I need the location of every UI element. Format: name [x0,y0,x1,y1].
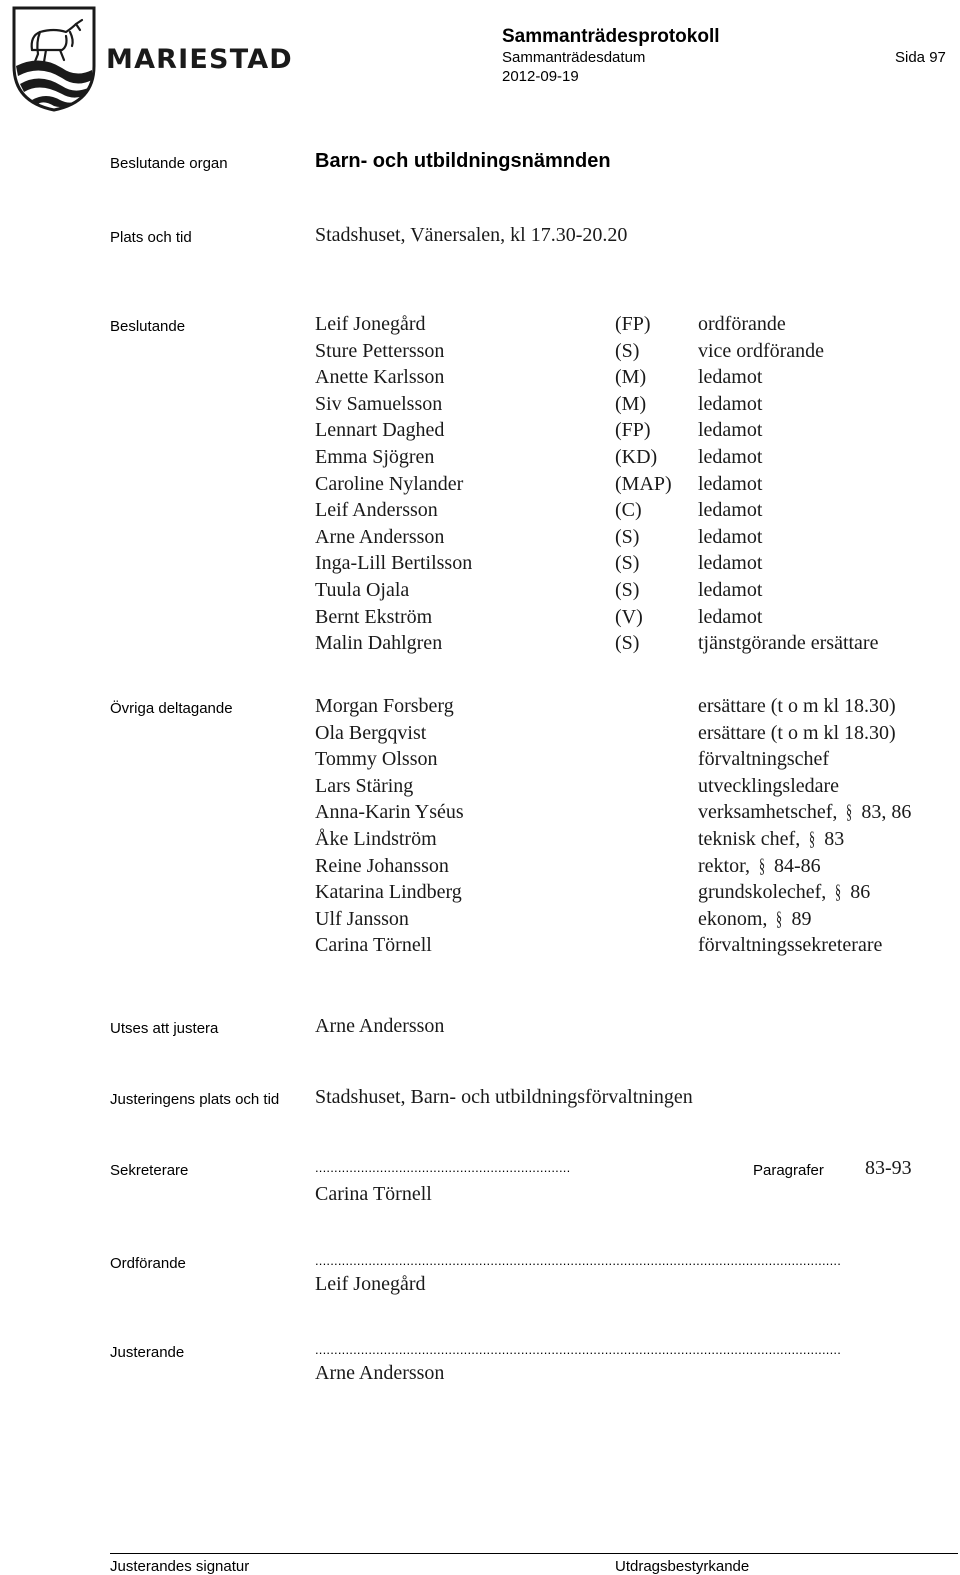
member-row: Caroline Nylander (MAP) ledamot [315,472,763,495]
beslutande-organ-label: Beslutande organ [110,155,228,172]
paragraph-sign-icon: § [835,881,842,904]
justeringens-value: Stadshuset, Barn- och utbildningsförvaltningen [315,1086,693,1108]
participant-row: Carina Törnell förvaltningssekreterare [315,934,883,957]
paragraph-sign-icon: § [846,801,853,824]
member-row: Siv Samuelsson (M) ledamot [315,392,763,415]
paragrafer-label: Paragrafer [753,1162,824,1179]
participant-row: Morgan Forsberg ersättare (t o m kl 18.30) [315,695,896,717]
sekreterare-label: Sekreterare [110,1162,189,1179]
svg-text:MARIESTAD: MARIESTAD [106,44,293,75]
member-row: Arne Andersson (S) ledamot [315,525,763,548]
ordforande-signature-line: .......................................................................................................................................... [315,1253,842,1268]
member-row: Emma Sjögren (KD) ledamot [315,446,763,468]
participant-row: Lars Stäring utvecklingsledare [315,774,840,797]
member-row: Inga-Lill Bertilsson (S) ledamot [315,552,763,575]
justerande-label: Justerande [110,1344,185,1361]
participant-row: Reine Johansson rektor, § 84-86 [315,854,821,877]
justeringens-label: Justeringens plats och tid [110,1091,280,1108]
beslutande-organ-value: Barn- och utbildningsnämnden [315,150,611,172]
participant-row: Ulf Jansson ekonom, § 89 [315,907,812,930]
meeting-date-label: Sammanträdesdatum [502,49,646,66]
participant-row: Åke Lindström teknisk chef, § 83 [315,828,845,850]
ordforande-name: Leif Jonegård [315,1273,426,1295]
footer-utdragsbestyrkande: Utdragsbestyrkande [615,1558,750,1575]
ovriga-deltagande-label: Övriga deltagande [110,700,233,717]
paragraph-sign-icon: § [809,828,816,850]
utses-att-justera-value: Arne Andersson [315,1015,445,1037]
beslutande-label: Beslutande [110,318,186,335]
member-row: Tuula Ojala (S) ledamot [315,579,763,601]
paragrafer-value: 83-93 [865,1157,912,1179]
member-row: Sture Pettersson (S) vice ordförande [315,339,825,362]
member-row: Leif Jonegård (FP) ordförande [315,313,786,335]
plats-och-tid-label: Plats och tid [110,229,192,246]
member-row: Malin Dahlgren (S) tjänstgörande ersättare [315,632,879,655]
page-number: Sida 97 [895,49,946,66]
plats-och-tid-value: Stadshuset, Vänersalen, kl 17.30-20.20 [315,224,628,246]
participant-row: Tommy Olsson förvaltningschef [315,748,830,771]
coat-of-arms-icon [10,6,293,112]
member-row: Bernt Ekström (V) ledamot [315,605,763,628]
participant-row: Ola Bergqvist ersättare (t o m kl 18.30) [315,721,896,744]
paragraph-sign-icon: § [776,907,783,930]
utses-att-justera-label: Utses att justera [110,1020,219,1037]
justerande-signature-line: .......................................................................................................................................... [315,1342,842,1357]
member-row: Anette Karlsson (M) ledamot [315,366,763,389]
participant-row: Anna-Karin Yséus verksamhetschef, § 83, 86 [315,801,912,824]
footer-divider [110,1553,958,1554]
sekreterare-name: Carina Törnell [315,1183,432,1205]
sekreterare-signature-line: ................................................................... [315,1160,571,1175]
paragraph-sign-icon: § [758,854,765,877]
member-row: Lennart Daghed (FP) ledamot [315,419,763,442]
meeting-date: 2012-09-19 [502,68,579,85]
member-row: Leif Andersson (C) ledamot [315,499,763,522]
justerande-name: Arne Andersson [315,1362,445,1384]
mariestad-logo [10,6,293,112]
footer-justerandes-signatur: Justerandes signatur [110,1558,250,1575]
ordforande-label: Ordförande [110,1255,186,1272]
document-title: Sammanträdesprotokoll [502,26,720,47]
participant-row: Katarina Lindberg grundskolechef, § 86 [315,881,871,904]
